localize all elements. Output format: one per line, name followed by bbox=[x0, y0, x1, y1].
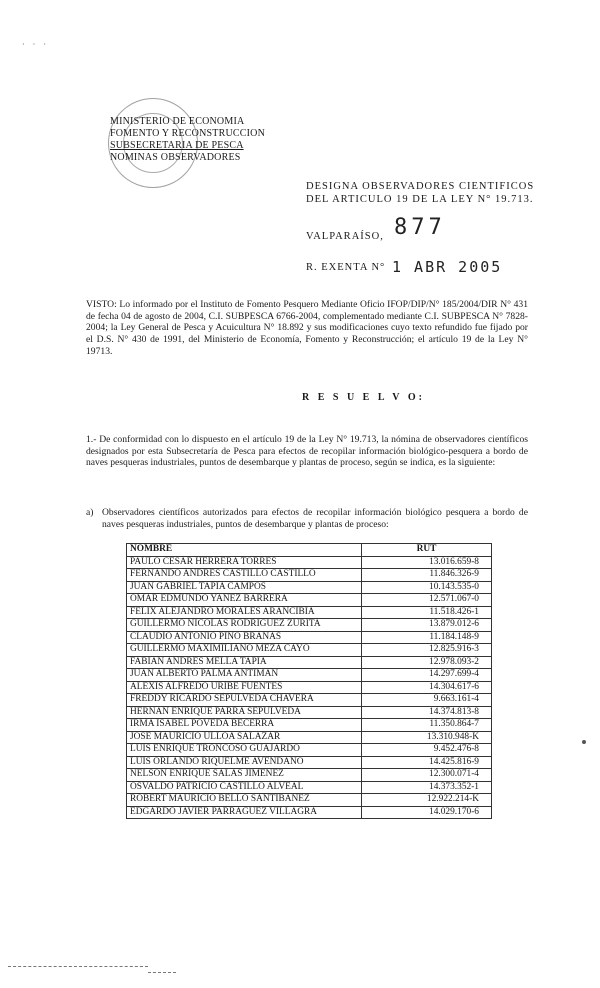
observer-rut: 12.825.916-3 bbox=[362, 644, 492, 657]
observer-rut: 14.374.813-8 bbox=[362, 706, 492, 719]
table-row bbox=[127, 644, 492, 657]
observers-table bbox=[126, 543, 492, 819]
item-a-letter: a) bbox=[86, 507, 94, 518]
table-row bbox=[127, 619, 492, 632]
table-header-row bbox=[127, 544, 492, 557]
header-rut: RUT bbox=[362, 544, 492, 557]
table-row bbox=[127, 669, 492, 682]
observer-name: NELSON ENRIQUE SALAS JIMENEZ bbox=[127, 769, 362, 782]
table-row bbox=[127, 569, 492, 582]
observer-name: GUILLERMO NICOLAS RODRIGUEZ ZURITA bbox=[127, 619, 362, 632]
table-row bbox=[127, 606, 492, 619]
observer-name: CLAUDIO ANTONIO PINO BRAÑAS bbox=[127, 631, 362, 644]
table-row bbox=[127, 594, 492, 607]
observer-name: GUILLERMO MAXIMILIANO MEZA CAYO bbox=[127, 644, 362, 657]
observer-rut: 12.922.214-K bbox=[362, 794, 492, 807]
observer-rut: 13.879.012-6 bbox=[362, 619, 492, 632]
observer-rut: 14.304.617-6 bbox=[362, 681, 492, 694]
table-row bbox=[127, 581, 492, 594]
observer-rut: 14.029.170-6 bbox=[362, 806, 492, 819]
observer-name: LUIS ORLANDO RIQUELME AVENDAÑO bbox=[127, 756, 362, 769]
observer-rut: 13.310.948-K bbox=[362, 731, 492, 744]
table-row bbox=[127, 556, 492, 569]
observer-rut: 11.350.864-7 bbox=[362, 719, 492, 732]
observer-name: ROBERT MAURICIO BELLO SANTIBAÑEZ bbox=[127, 794, 362, 807]
observer-name: FABIAN ANDRES MELLA TAPIA bbox=[127, 656, 362, 669]
observer-name: IRMA ISABEL POVEDA BECERRA bbox=[127, 719, 362, 732]
observer-name: JUAN GABRIEL TAPIA CAMPOS bbox=[127, 581, 362, 594]
observer-rut: 13.016.659-8 bbox=[362, 556, 492, 569]
table-row bbox=[127, 706, 492, 719]
ministry-line-2: FOMENTO Y RECONSTRUCCION bbox=[110, 128, 266, 139]
resolution-place: VALPARAÍSO, bbox=[306, 231, 384, 242]
table-row bbox=[127, 694, 492, 707]
observer-rut: 12.300.071-4 bbox=[362, 769, 492, 782]
ministry-line-4: NOMINAS OBSERVADORES bbox=[110, 152, 241, 163]
observer-rut: 9.452.476-8 bbox=[362, 744, 492, 757]
table-row bbox=[127, 806, 492, 819]
observer-name: OSVALDO PATRICIO CASTILLO ALVEAL bbox=[127, 781, 362, 794]
observer-rut: 14.425.816-9 bbox=[362, 756, 492, 769]
observer-name: ALEXIS ALFREDO URIBE FUENTES bbox=[127, 681, 362, 694]
table-row bbox=[127, 769, 492, 782]
observer-name: FELIX ALEJANDRO MORALES ARANCIBIA bbox=[127, 606, 362, 619]
observer-rut: 11.184.148-9 bbox=[362, 631, 492, 644]
observer-name: HERNAN ENRIQUE PARRA SEPULVEDA bbox=[127, 706, 362, 719]
observer-name: LUIS ENRIQUE TRONCOSO GUAJARDO bbox=[127, 744, 362, 757]
visto-paragraph: VISTO: Lo informado por el Instituto de Fomento Pesquero Mediante Oficio IFOP/DIP/N° 185/2004/DIR N° 431 de fecha 04 de agosto de 2004, C.I. SUBPESCA 6766-2004, complementado mediante C.I. SUBPESCA N° 7828-2004; la Ley General de Pesca y Acuicultura N° 18.892 y sus modificaciones cuyo texto refundido fue fijado por el D.S. N° 430 de 1991, del Ministerio de Economía, Fomento y Reconstrucción; el artículo 19 de la Ley N° 19713. bbox=[86, 299, 528, 357]
observer-rut: 11.518.426-1 bbox=[362, 606, 492, 619]
observer-rut: 10.143.535-0 bbox=[362, 581, 492, 594]
observer-name: FREDDY RICARDO SEPULVEDA CHAVERA bbox=[127, 694, 362, 707]
observer-name: FERNANDO ANDRES CASTILLO CASTILLO bbox=[127, 569, 362, 582]
ministry-line-1: MINISTERIO DE ECONOMIA bbox=[110, 116, 245, 127]
ministry-line-3: SUBSECRETARIA DE PESCA bbox=[110, 140, 244, 151]
observer-name: JUAN ALBERTO PALMA ANTIMAN bbox=[127, 669, 362, 682]
table-row bbox=[127, 656, 492, 669]
observer-name: OMAR EDMUNDO YAÑEZ BARRERA bbox=[127, 594, 362, 607]
margin-dot bbox=[582, 740, 586, 744]
observer-name: EDGARDO JAVIER PARRAGUEZ VILLAGRA bbox=[127, 806, 362, 819]
ministry-header bbox=[110, 116, 265, 164]
item-a-paragraph: Observadores científicos autorizados para efectos de recopilar información biológico pesquera a bordo de naves pesqueras industriales, puntos de desembarque y plantas de proceso: bbox=[102, 507, 528, 530]
observer-rut: 9.663.161-4 bbox=[362, 694, 492, 707]
table-body bbox=[127, 556, 492, 819]
bottom-dashed-line bbox=[8, 966, 148, 967]
table-row bbox=[127, 744, 492, 757]
resolution-exenta-label: R. EXENTA N° bbox=[306, 262, 386, 273]
resuelvo-heading: R E S U E L V O: bbox=[302, 392, 425, 403]
observer-rut: 14.373.352-1 bbox=[362, 781, 492, 794]
observer-rut: 12.978.093-2 bbox=[362, 656, 492, 669]
table-row bbox=[127, 781, 492, 794]
header-nombre: NOMBRE bbox=[127, 544, 362, 557]
bottom-dashed-line-2 bbox=[148, 972, 176, 973]
resolution-date-stamp: 1 ABR 2005 bbox=[392, 258, 503, 276]
article-1-paragraph: 1.- De conformidad con lo dispuesto en el artículo 19 de la Ley N° 19.713, la nómina de observadores científicos designados por esta Subsecretaría de Pesca para efectos de recopilar información biológico-pesquera a bordo de naves pesqueras industriales, puntos de desembarque y plantas de proceso, según se indica, es la siguiente: bbox=[86, 434, 528, 469]
observer-rut: 12.571.067-0 bbox=[362, 594, 492, 607]
observer-name: PAULO CESAR HERRERA TORRES bbox=[127, 556, 362, 569]
observer-rut: 14.297.699-4 bbox=[362, 669, 492, 682]
resolution-title: DESIGNA OBSERVADORES CIENTIFICOS DEL ARTICULO 19 DE LA LEY N° 19.713. bbox=[306, 181, 535, 205]
table-row bbox=[127, 631, 492, 644]
table-row bbox=[127, 731, 492, 744]
table-row bbox=[127, 681, 492, 694]
table-row bbox=[127, 794, 492, 807]
margin-marks: · · · bbox=[22, 40, 49, 49]
table-row bbox=[127, 756, 492, 769]
table-row bbox=[127, 719, 492, 732]
observer-rut: 11.846.326-9 bbox=[362, 569, 492, 582]
resolution-number: 877 bbox=[394, 215, 446, 240]
observer-name: JOSE MAURICIO ULLOA SALAZAR bbox=[127, 731, 362, 744]
